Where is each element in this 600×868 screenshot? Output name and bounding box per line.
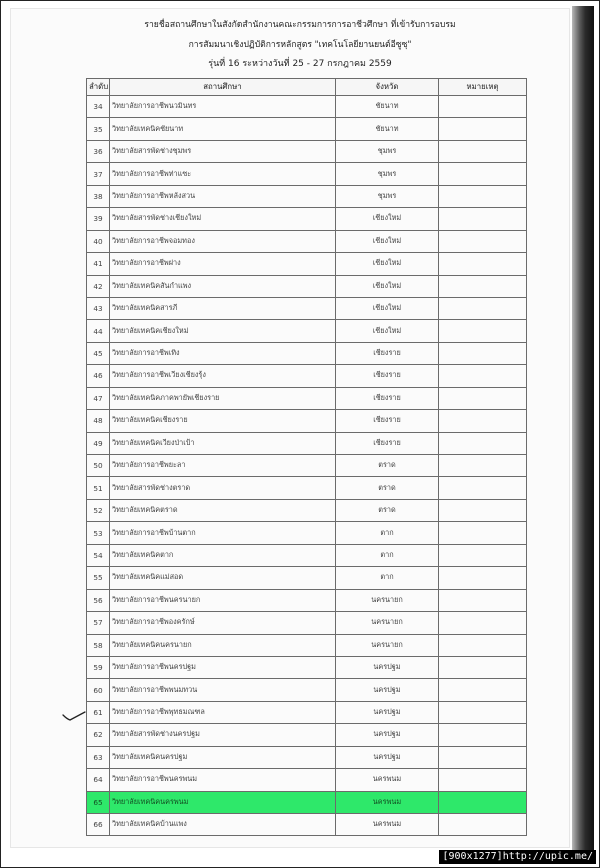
row-note (439, 634, 527, 656)
table-row (87, 432, 527, 454)
row-province: ชัยนาท (336, 118, 439, 140)
row-note (439, 163, 527, 185)
row-number: 61 (87, 701, 110, 723)
row-number: 42 (87, 275, 110, 297)
row-number: 44 (87, 320, 110, 342)
row-note (439, 499, 527, 521)
row-number: 59 (87, 656, 110, 678)
watermark-footer: [900x1277]http://upic.me/ (439, 850, 596, 864)
row-school-name: วิทยาลัยการอาชีพนวมินทร (110, 96, 336, 118)
row-province: นครพนม (336, 814, 439, 836)
row-school-name: วิทยาลัยเทคนิคเชียงใหม่ (110, 320, 336, 342)
row-province: นครปฐม (336, 679, 439, 701)
row-number: 63 (87, 746, 110, 768)
row-province: นครปฐม (336, 724, 439, 746)
table-row (87, 365, 527, 387)
row-school-name: วิทยาลัยการอาชีพบ้านตาก (110, 522, 336, 544)
table-row (87, 320, 527, 342)
table-row (87, 769, 527, 791)
table-row (87, 163, 527, 185)
row-province: ตราด (336, 455, 439, 477)
table-row (87, 701, 527, 723)
row-number: 62 (87, 724, 110, 746)
row-province: นครนายก (336, 634, 439, 656)
table-row (87, 656, 527, 678)
row-province: ชุมพร (336, 163, 439, 185)
row-school-name: วิทยาลัยสารพัดช่างนครปฐม (110, 724, 336, 746)
row-number: 38 (87, 185, 110, 207)
row-note (439, 365, 527, 387)
row-number: 58 (87, 634, 110, 656)
table-row (87, 522, 527, 544)
row-note (439, 410, 527, 432)
row-number: 65 (87, 791, 110, 813)
table-row (87, 455, 527, 477)
header-province: จังหวัด (336, 79, 439, 96)
row-school-name: วิทยาลัยเทคนิคภาคพายัพเชียงราย (110, 387, 336, 409)
handwritten-check-mark (62, 708, 86, 722)
table-row (87, 253, 527, 275)
row-school-name: วิทยาลัยการอาชีพองครักษ์ (110, 612, 336, 634)
row-province: นครพนม (336, 769, 439, 791)
row-school-name: วิทยาลัยการอาชีพนครพนม (110, 769, 336, 791)
table-row (87, 634, 527, 656)
row-note (439, 230, 527, 252)
table-row (87, 567, 527, 589)
header-no: ลำดับ (87, 79, 110, 96)
row-number: 49 (87, 432, 110, 454)
table-row (87, 679, 527, 701)
row-number: 39 (87, 208, 110, 230)
row-school-name: วิทยาลัยเทคนิคนครพนม (110, 791, 336, 813)
row-note (439, 185, 527, 207)
table-row (87, 387, 527, 409)
row-school-name: วิทยาลัยการอาชีพนครปฐม (110, 656, 336, 678)
row-note (439, 746, 527, 768)
row-school-name: วิทยาลัยสารพัดช่างตราด (110, 477, 336, 499)
row-number: 57 (87, 612, 110, 634)
row-number: 60 (87, 679, 110, 701)
row-school-name: วิทยาลัยเทคนิคตราด (110, 499, 336, 521)
row-province: นครปฐม (336, 701, 439, 723)
row-note (439, 791, 527, 813)
table-row (87, 499, 527, 521)
row-note (439, 701, 527, 723)
header-note: หมายเหตุ (439, 79, 527, 96)
row-note (439, 477, 527, 499)
row-school-name: วิทยาลัยการอาชีพพนมทวน (110, 679, 336, 701)
row-note (439, 567, 527, 589)
row-number: 50 (87, 455, 110, 477)
row-school-name: วิทยาลัยเทคนิคนครนายก (110, 634, 336, 656)
table-header-row (87, 79, 527, 96)
table-row (87, 410, 527, 432)
row-province: เชียงราย (336, 365, 439, 387)
table-row (87, 746, 527, 768)
row-note (439, 522, 527, 544)
row-school-name: วิทยาลัยเทคนิคแม่สอด (110, 567, 336, 589)
header-line-1: รายชื่อสถานศึกษาในสังกัดสำนักงานคณะกรรมการการอาชีวศึกษา ที่เข้ารับการอบรม (144, 20, 456, 30)
row-note (439, 432, 527, 454)
table-row (87, 208, 527, 230)
row-number: 43 (87, 297, 110, 319)
row-number: 51 (87, 477, 110, 499)
row-number: 40 (87, 230, 110, 252)
row-number: 54 (87, 544, 110, 566)
row-school-name: วิทยาลัยเทคนิคนครปฐม (110, 746, 336, 768)
row-school-name: วิทยาลัยการอาชีพฝาง (110, 253, 336, 275)
row-school-name: วิทยาลัยการอาชีพหลังสวน (110, 185, 336, 207)
row-note (439, 589, 527, 611)
row-province: เชียงราย (336, 432, 439, 454)
row-province: เชียงใหม่ (336, 253, 439, 275)
row-note (439, 656, 527, 678)
table-row (87, 589, 527, 611)
row-province: นครพนม (336, 791, 439, 813)
row-school-name: วิทยาลัยเทคนิคตาก (110, 544, 336, 566)
table-row (87, 477, 527, 499)
row-number: 56 (87, 589, 110, 611)
row-number: 46 (87, 365, 110, 387)
row-note (439, 814, 527, 836)
row-number: 48 (87, 410, 110, 432)
table-row (87, 814, 527, 836)
row-note (439, 275, 527, 297)
row-province: เชียงใหม่ (336, 297, 439, 319)
table-row (87, 544, 527, 566)
row-number: 36 (87, 140, 110, 162)
header-line-2: การสัมมนาเชิงปฏิบัติการหลักสูตร "เทคโนโลยียานยนต์อีซูซุ" (188, 40, 412, 50)
row-province: นครปฐม (336, 746, 439, 768)
row-school-name: วิทยาลัยเทคนิคเวียงป่าเป้า (110, 432, 336, 454)
row-number: 66 (87, 814, 110, 836)
row-province: ตาก (336, 544, 439, 566)
row-note (439, 544, 527, 566)
row-note (439, 679, 527, 701)
row-school-name: วิทยาลัยการอาชีพจอมทอง (110, 230, 336, 252)
row-note (439, 612, 527, 634)
table-row (87, 96, 527, 118)
row-province: ชุมพร (336, 140, 439, 162)
table-row (87, 275, 527, 297)
row-number: 37 (87, 163, 110, 185)
row-note (439, 320, 527, 342)
row-school-name: วิทยาลัยการอาชีพท่าแซะ (110, 163, 336, 185)
row-province: ตาก (336, 567, 439, 589)
table-row (87, 185, 527, 207)
row-school-name: วิทยาลัยการอาชีพยะลา (110, 455, 336, 477)
row-school-name: วิทยาลัยการอาชีพพุทธมณฑล (110, 701, 336, 723)
row-note (439, 769, 527, 791)
row-school-name: วิทยาลัยเทคนิคเชียงราย (110, 410, 336, 432)
table-row (87, 230, 527, 252)
row-school-name: วิทยาลัยการอาชีพเวียงเชียงรุ้ง (110, 365, 336, 387)
row-province: เชียงใหม่ (336, 275, 439, 297)
table-row (87, 612, 527, 634)
row-province: ชัยนาท (336, 96, 439, 118)
row-province: ตราด (336, 499, 439, 521)
row-province: เชียงราย (336, 342, 439, 364)
table-row (87, 118, 527, 140)
table-row (87, 297, 527, 319)
row-note (439, 208, 527, 230)
row-note (439, 724, 527, 746)
school-table (86, 78, 527, 836)
row-province: เชียงราย (336, 410, 439, 432)
row-number: 52 (87, 499, 110, 521)
row-province: นครนายก (336, 589, 439, 611)
row-province: ตราด (336, 477, 439, 499)
row-province: เชียงใหม่ (336, 208, 439, 230)
row-number: 35 (87, 118, 110, 140)
row-province: เชียงใหม่ (336, 320, 439, 342)
header-school: สถานศึกษา (110, 79, 336, 96)
table-row (87, 140, 527, 162)
row-province: ชุมพร (336, 185, 439, 207)
row-province: ตาก (336, 522, 439, 544)
row-note (439, 96, 527, 118)
row-province: นครปฐม (336, 656, 439, 678)
table-row (87, 342, 527, 364)
row-number: 34 (87, 96, 110, 118)
row-school-name: วิทยาลัยเทคนิคสารภี (110, 297, 336, 319)
row-note (439, 118, 527, 140)
row-school-name: วิทยาลัยเทคนิคสันกำแพง (110, 275, 336, 297)
header-line-3: รุ่นที่ 16 ระหว่างวันที่ 25 - 27 กรกฎาคม 2559 (208, 59, 392, 69)
row-number: 64 (87, 769, 110, 791)
row-province: นครนายก (336, 612, 439, 634)
row-province: เชียงราย (336, 387, 439, 409)
row-school-name: วิทยาลัยการอาชีพเทิง (110, 342, 336, 364)
row-number: 47 (87, 387, 110, 409)
row-note (439, 297, 527, 319)
row-school-name: วิทยาลัยเทคนิคชัยนาท (110, 118, 336, 140)
row-school-name: วิทยาลัยสารพัดช่างชุมพร (110, 140, 336, 162)
row-note (439, 387, 527, 409)
row-school-name: วิทยาลัยการอาชีพนครนายก (110, 589, 336, 611)
row-number: 45 (87, 342, 110, 364)
row-note (439, 253, 527, 275)
row-note (439, 455, 527, 477)
row-number: 53 (87, 522, 110, 544)
row-note (439, 140, 527, 162)
scan-edge (572, 6, 594, 850)
row-number: 41 (87, 253, 110, 275)
row-number: 55 (87, 567, 110, 589)
row-school-name: วิทยาลัยเทคนิคบ้านแพง (110, 814, 336, 836)
row-school-name: วิทยาลัยสารพัดช่างเชียงใหม่ (110, 208, 336, 230)
table-body (87, 96, 527, 836)
table-row (87, 724, 527, 746)
row-province: เชียงใหม่ (336, 230, 439, 252)
table-row-highlighted (87, 791, 527, 813)
row-note (439, 342, 527, 364)
